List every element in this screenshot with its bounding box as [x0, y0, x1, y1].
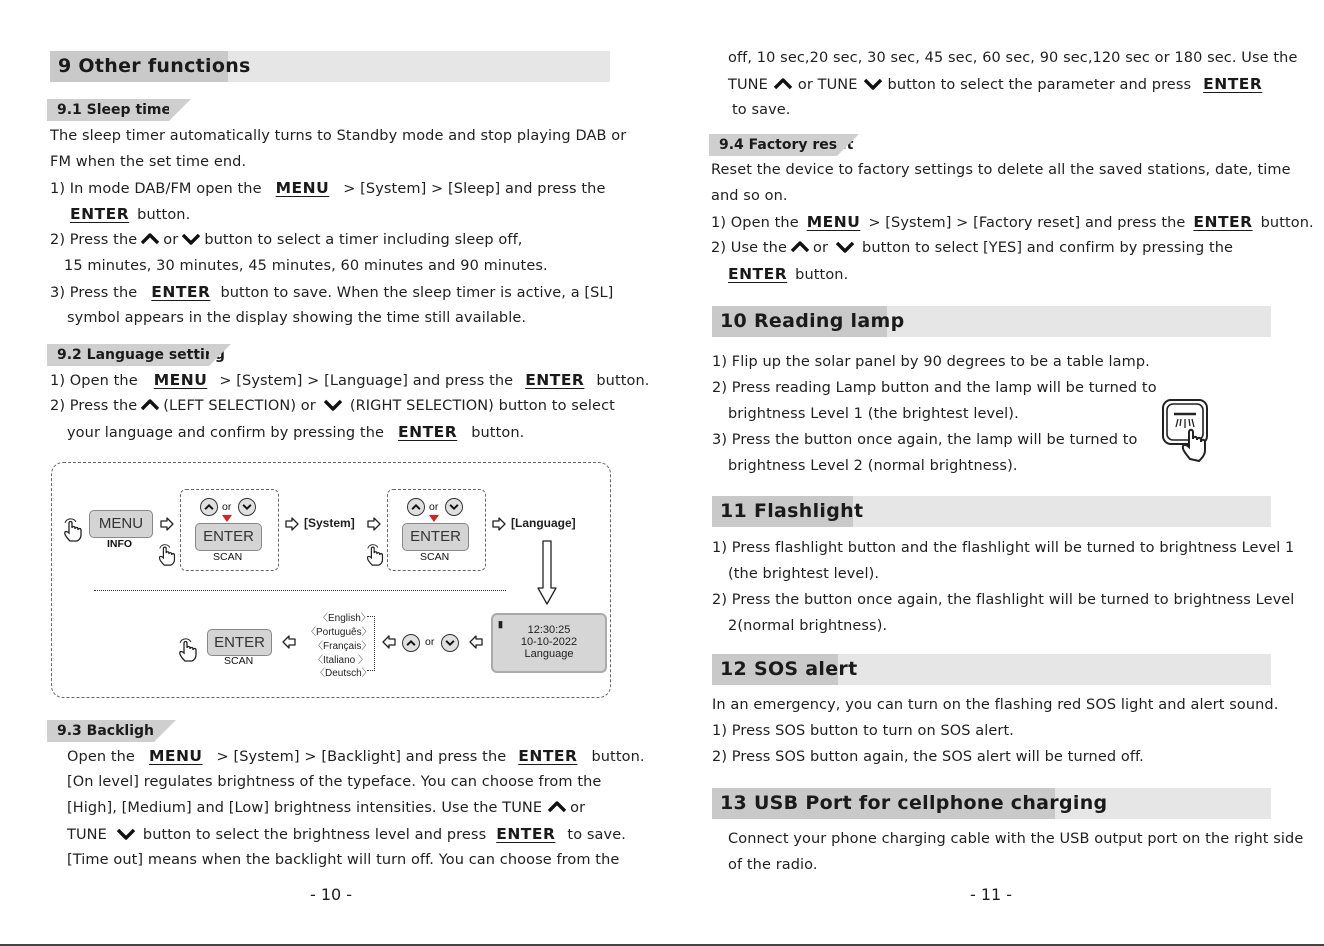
diagram-separator	[94, 590, 506, 591]
arrow-right-icon	[367, 517, 381, 531]
page-number-left: - 10 -	[310, 885, 353, 904]
paragraph-line: TUNE or TUNE button to select the parameter and press ENTER	[728, 75, 1263, 93]
chevron-down-icon	[117, 828, 135, 840]
menu-keyword: MENU	[275, 179, 330, 197]
step-line: Open the MENU > [System] > [Backlight] and press the ENTER button.	[67, 747, 645, 765]
chevron-up-icon	[774, 78, 792, 90]
section-12-header: 12 SOS alert	[712, 654, 1271, 685]
step-line: 2) Press the or button to select a timer including sleep off,	[50, 232, 523, 248]
section-10-header: 10 Reading lamp	[712, 306, 1271, 337]
battery-icon: ▮	[498, 619, 503, 629]
step-line: ENTER button.	[728, 265, 849, 283]
paragraph-line: Connect your phone charging cable with the USB output port on the right side	[728, 831, 1304, 847]
language-option: 〈Français〉	[313, 641, 372, 652]
menu-button-graphic: MENU	[89, 510, 153, 538]
menu-keyword: MENU	[148, 747, 203, 765]
chevron-up-icon	[141, 233, 159, 245]
hand-press-icon	[364, 543, 388, 567]
enter-keyword: ENTER	[1193, 213, 1253, 231]
up-button-icon	[402, 634, 420, 652]
enter-button-graphic: ENTER	[207, 629, 272, 656]
radio-display-graphic	[491, 613, 607, 673]
section-13-header: 13 USB Port for cellphone charging	[712, 788, 1271, 819]
enter-keyword: ENTER	[398, 423, 458, 441]
arrow-right-icon	[160, 517, 174, 531]
system-label: [System]	[304, 516, 355, 530]
arrow-right-icon	[285, 517, 299, 531]
info-label: INFO	[107, 538, 133, 550]
up-button-icon	[407, 498, 425, 516]
hand-press-icon	[176, 637, 202, 663]
language-label: [Language]	[511, 516, 576, 530]
language-bracket	[367, 616, 375, 671]
scan-label: SCAN	[420, 551, 450, 563]
enter-keyword: ENTER	[728, 265, 788, 283]
display-label: Language	[524, 648, 574, 660]
step-line: 2(normal brightness).	[728, 618, 888, 634]
down-button-icon	[238, 498, 256, 516]
chevron-up-icon	[791, 241, 809, 253]
paragraph-line: [On level] regulates brightness of the typeface. You can choose from the	[67, 774, 602, 790]
hand-press-icon	[61, 517, 87, 543]
step-line: 15 minutes, 30 minutes, 45 minutes, 60 minutes and 90 minutes.	[64, 258, 548, 274]
step-line: (the brightest level).	[728, 566, 880, 582]
paragraph-line: The sleep timer automatically turns to Standby mode and stop playing DAB or	[50, 128, 627, 144]
paragraph-line: FM when the set time end.	[50, 154, 247, 170]
language-option: 〈Italiano 〉	[313, 655, 369, 666]
step-line: 1) Open the MENU > [System] > [Language] and press the ENTER button.	[50, 371, 650, 389]
subsection-9-4-header: 9.4 Factory reset	[709, 134, 837, 156]
step-line: 2) Press SOS button again, the SOS alert will be turned off.	[712, 749, 1144, 765]
down-button-icon	[441, 634, 459, 652]
step-line: 3) Press the ENTER button to save. When the sleep timer is active, a [SL]	[50, 283, 614, 301]
scan-label: SCAN	[224, 655, 254, 667]
red-indicator-icon	[429, 515, 439, 522]
section-9-header	[50, 51, 610, 82]
step-line: symbol appears in the display showing the time still available.	[67, 310, 527, 326]
enter-keyword: ENTER	[151, 283, 211, 301]
display-time: 12:30:25	[527, 624, 571, 636]
chevron-down-icon	[182, 233, 200, 245]
enter-button-graphic: ENTER	[402, 523, 469, 551]
language-option: 〈Deutsch〉	[315, 668, 372, 679]
step-line: 1) In mode DAB/FM open the MENU > [System] > [Sleep] and press the	[50, 179, 606, 197]
chevron-down-icon	[836, 241, 854, 253]
paragraph-line: [Time out] means when the backlight will turn off. You can choose from the	[67, 852, 620, 868]
paragraph-line: off, 10 sec,20 sec, 30 sec, 45 sec, 60 sec, 90 sec,120 sec or 180 sec. Use the	[728, 50, 1298, 66]
subsection-9-2-header: 9.2 Language setting	[47, 344, 209, 366]
red-indicator-icon	[222, 515, 232, 522]
chevron-up-icon	[548, 801, 566, 813]
scan-label: SCAN	[213, 551, 243, 563]
subsection-9-3-header: 9.3 Backlight	[47, 720, 154, 742]
down-button-icon	[445, 498, 463, 516]
step-line: 2) Press reading Lamp button and the lamp will be turned to	[712, 380, 1157, 396]
hand-press-icon	[156, 543, 180, 567]
chevron-down-icon	[324, 399, 342, 411]
step-line: ENTER button.	[70, 205, 191, 223]
section-title: 9 Other functions	[58, 55, 251, 77]
step-line: your language and confirm by pressing the ENTER button.	[67, 423, 525, 441]
enter-keyword: ENTER	[518, 747, 578, 765]
step-line: brightness Level 2 (normal brightness).	[728, 458, 1018, 474]
paragraph-line: In an emergency, you can turn on the flashing red SOS light and alert sound.	[712, 697, 1279, 713]
menu-keyword: MENU	[806, 213, 861, 231]
or-label: or	[429, 501, 439, 513]
menu-keyword: MENU	[153, 371, 208, 389]
step-line: 2) Press the (LEFT SELECTION) or (RIGHT SELECTION) button to select	[50, 398, 615, 414]
paragraph-line: TUNE button to select the brightness level and press ENTER to save.	[67, 825, 626, 843]
arrow-left-icon	[469, 635, 483, 649]
step-line: 1) Open the MENU > [System] > [Factory reset] and press the ENTER button.	[711, 213, 1314, 231]
or-label: or	[222, 501, 232, 513]
step-line: 2) Use the or button to select [YES] and confirm by pressing the	[711, 240, 1234, 256]
step-line: 3) Press the button once again, the lamp will be turned to	[712, 432, 1138, 448]
paragraph-line: [High], [Medium] and [Low] brightness intensities. Use the TUNE or	[67, 800, 586, 816]
enter-keyword: ENTER	[525, 371, 585, 389]
section-11-header: 11 Flashlight	[712, 496, 1271, 527]
paragraph-line: of the radio.	[728, 857, 818, 873]
step-line: brightness Level 1 (the brightest level).	[728, 406, 1019, 422]
page-number-right: - 11 -	[970, 885, 1013, 904]
language-option: 〈Português〉	[306, 627, 372, 638]
subsection-9-1-header: 9.1 Sleep timer	[47, 99, 169, 121]
enter-keyword: ENTER	[496, 825, 556, 843]
up-button-icon	[200, 498, 218, 516]
paragraph-line: Reset the device to factory settings to delete all the saved stations, date, time	[711, 162, 1291, 178]
enter-button-graphic: ENTER	[195, 523, 262, 551]
step-line: 1) Flip up the solar panel by 90 degrees to be a table lamp.	[712, 354, 1150, 370]
chevron-up-icon	[141, 399, 159, 411]
arrow-left-icon	[282, 635, 296, 649]
or-label: or	[425, 636, 435, 648]
enter-keyword: ENTER	[1203, 75, 1263, 93]
language-option: 〈English〉	[318, 613, 371, 624]
paragraph-line: and so on.	[711, 188, 788, 204]
step-line: 1) Press flashlight button and the flashlight will be turned to brightness Level 1	[712, 540, 1295, 556]
reading-lamp-button-icon	[1160, 397, 1232, 465]
arrow-right-icon	[492, 517, 506, 531]
step-line: 2) Press the button once again, the flashlight will be turned to brightness Level	[712, 592, 1295, 608]
paragraph-line: to save.	[732, 102, 791, 118]
chevron-down-icon	[864, 78, 882, 90]
arrow-down-icon	[537, 540, 557, 606]
arrow-left-icon	[382, 635, 396, 649]
display-date: 10-10-2022	[520, 636, 578, 648]
enter-keyword: ENTER	[70, 205, 130, 223]
step-line: 1) Press SOS button to turn on SOS alert.	[712, 723, 1014, 739]
